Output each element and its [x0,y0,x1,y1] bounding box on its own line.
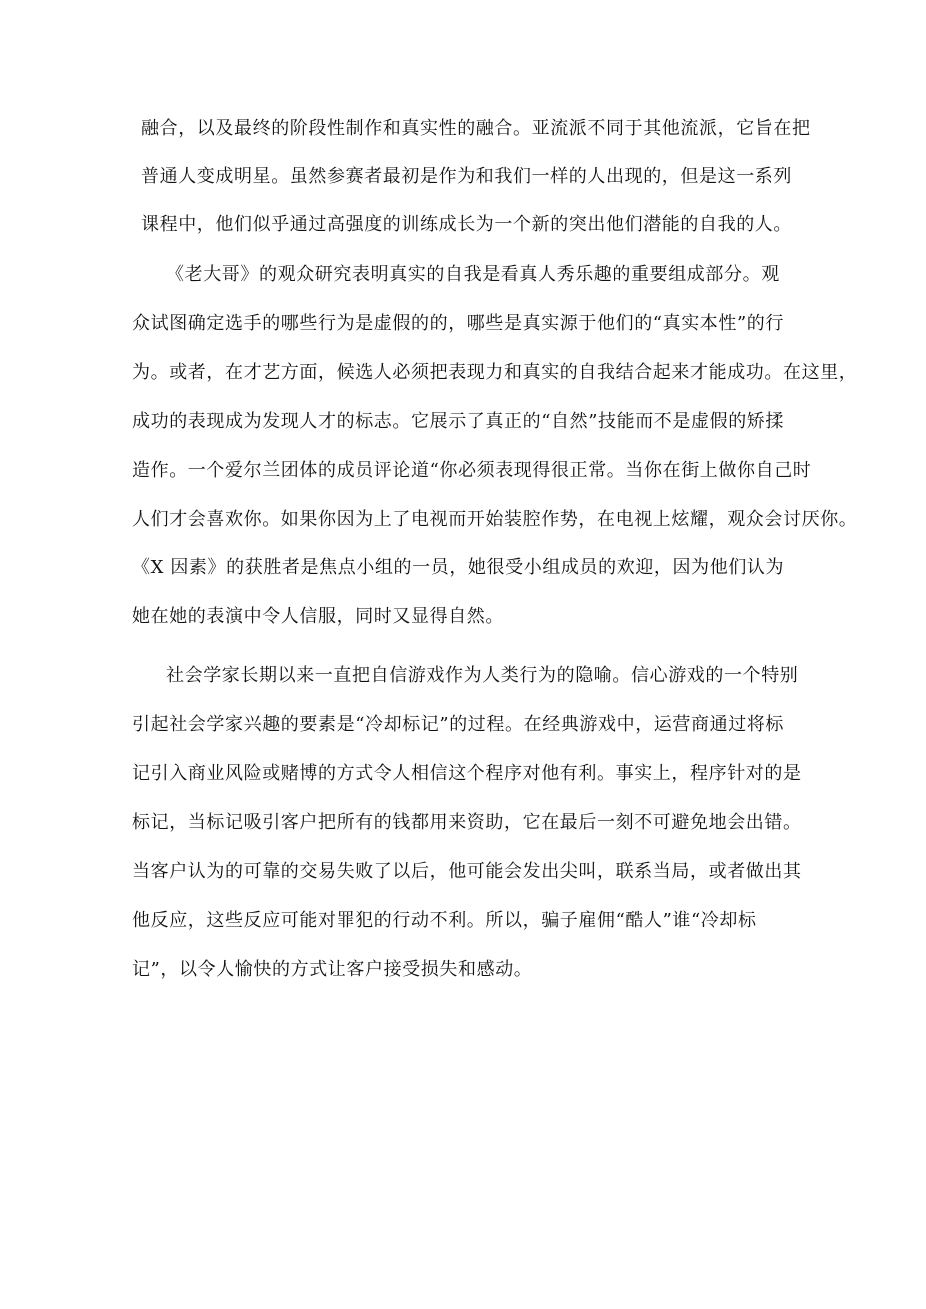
text-line: 《X 因素》的获胜者是焦点小组的一员，她很受小组成员的欢迎，因为他们认为 [132,557,785,578]
text-line: 引起社会学家兴趣的要素是“冷却标记”的过程。在经典游戏中，运营商通过将标 [132,714,785,735]
text-line: 标记，当标记吸引客户把所有的钱都用来资助，它在最后一刻不可避免地会出错。 [132,812,802,833]
text-line: 普通人变成明星。虽然参赛者最初是作为和我们一样的人出现的，但是这一系列 [141,166,792,187]
text-line: 造作。一个爱尔兰团体的成员评论道“你必须表现得很正常。当你在街上做你自己时 [132,460,812,481]
text-line: 众试图确定选手的哪些行为是虚假的的，哪些是真实源于他们的“真实本性”的行 [132,313,785,334]
text-line: 当客户认为的可靠的交易失败了以后，他可能会发出尖叫，联系当局，或者做出其 [132,861,802,882]
text-line: 融合，以及最终的阶段性制作和真实性的融合。亚流派不同于其他流派，它旨在把 [141,118,811,139]
text-line: 成功的表现成为发现人才的标志。它展示了真正的“自然”技能而不是虚假的矫揉 [132,411,785,432]
text-line: 为。或者，在才艺方面，候选人必须把表现力和真实的自我结合起来才能成功。在这里， [132,362,858,383]
text-line: 记”，以令人愉快的方式让客户接受损失和感动。 [132,959,533,980]
text-line: 人们才会喜欢你。如果你因为上了电视而开始装腔作势，在电视上炫耀，观众会讨厌你。 [132,509,858,530]
text-line: 记引入商业风险或赌博的方式令人相信这个程序对他有利。事实上，程序针对的是 [132,763,802,784]
text-line: 课程中，他们似乎通过高强度的训练成长为一个新的突出他们潜能的自我的人。 [141,214,792,235]
text-line: 社会学家长期以来一直把自信游戏作为人类行为的隐喻。信心游戏的一个特别 [166,665,799,686]
text-line: 她在她的表演中令人信服，同时又显得自然。 [132,606,504,627]
text-line: 他反应，这些反应可能对罪犯的行动不利。所以，骗子雇佣“酷人”谁“冷却标 [132,910,757,931]
text-line: 《老大哥》的观众研究表明真实的自我是看真人秀乐趣的重要组成部分。观 [166,264,780,285]
